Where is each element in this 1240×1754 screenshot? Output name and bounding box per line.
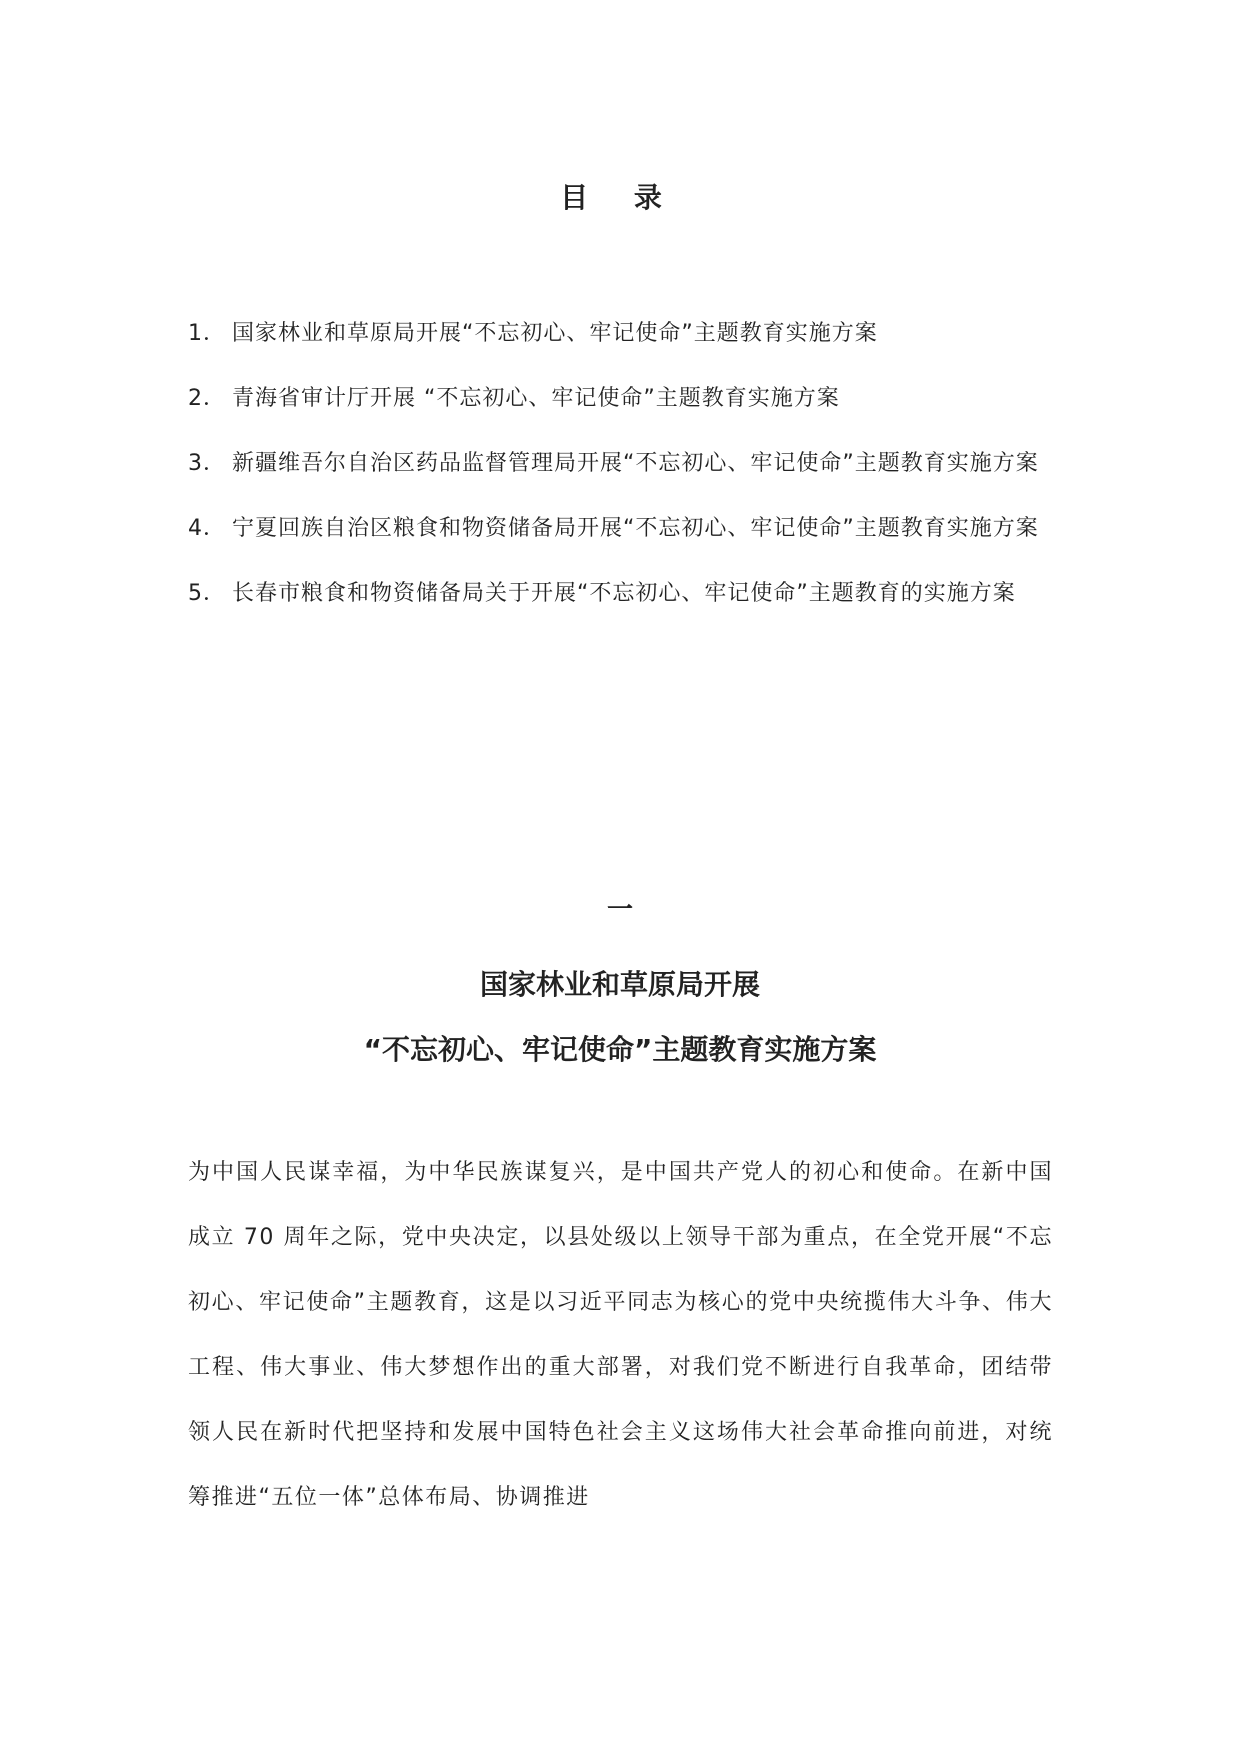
section-title-line-2: “不忘初心、牢记使命”主题教育实施方案	[363, 1033, 877, 1066]
toc-title: 目 录	[560, 181, 680, 214]
toc-item-number: 4．	[188, 516, 226, 541]
toc-item-text: 长春市粮食和物资储备局关于开展“不忘初心、牢记使命”主题教育的实施方案	[232, 581, 1016, 606]
section-number: 一	[606, 895, 633, 925]
toc-item-4	[188, 496, 1053, 561]
toc-item-3	[188, 431, 1053, 496]
toc-item-2	[188, 366, 1053, 431]
toc-item-number: 2．	[188, 386, 226, 411]
toc-item-text: 新疆维吾尔自治区药品监督管理局开展“不忘初心、牢记使命”主题教育实施方案	[232, 451, 1039, 476]
body-paragraph: 为中国人民谋幸福，为中华民族谋复兴，是中国共产党人的初心和使命。在新中国成立 70 周年之际，党中央决定，以县处级以上领导干部为重点，在全党开展“不忘初心、牢记使命”主题教育，这是以习近平同志为核心的党中央统揽伟大斗争、伟大工程、伟大事业、伟大梦想作出的重大部署，对我们党不断进行自我革命，团结带领人民在新时代把坚持和发展中国特色社会主义这场伟大社会革命推向前进，对统筹推进“五位一体”总体布局、协调推进	[188, 1160, 1053, 1510]
toc-item-text: 国家林业和草原局开展“不忘初心、牢记使命”主题教育实施方案	[232, 321, 878, 346]
toc-item-number: 1．	[188, 321, 226, 346]
toc-item-number: 3．	[188, 451, 226, 476]
toc-item-1	[188, 301, 1053, 366]
section-title	[0, 952, 1240, 1082]
toc-item-5	[188, 561, 1053, 626]
toc-item-number: 5．	[188, 581, 226, 606]
toc-item-text: 青海省审计厅开展 “不忘初心、牢记使命”主题教育实施方案	[232, 386, 840, 411]
toc-list	[188, 301, 1053, 626]
toc-item-text: 宁夏回族自治区粮食和物资储备局开展“不忘初心、牢记使命”主题教育实施方案	[232, 516, 1039, 541]
section-title-line-1: 国家林业和草原局开展	[479, 968, 760, 1001]
